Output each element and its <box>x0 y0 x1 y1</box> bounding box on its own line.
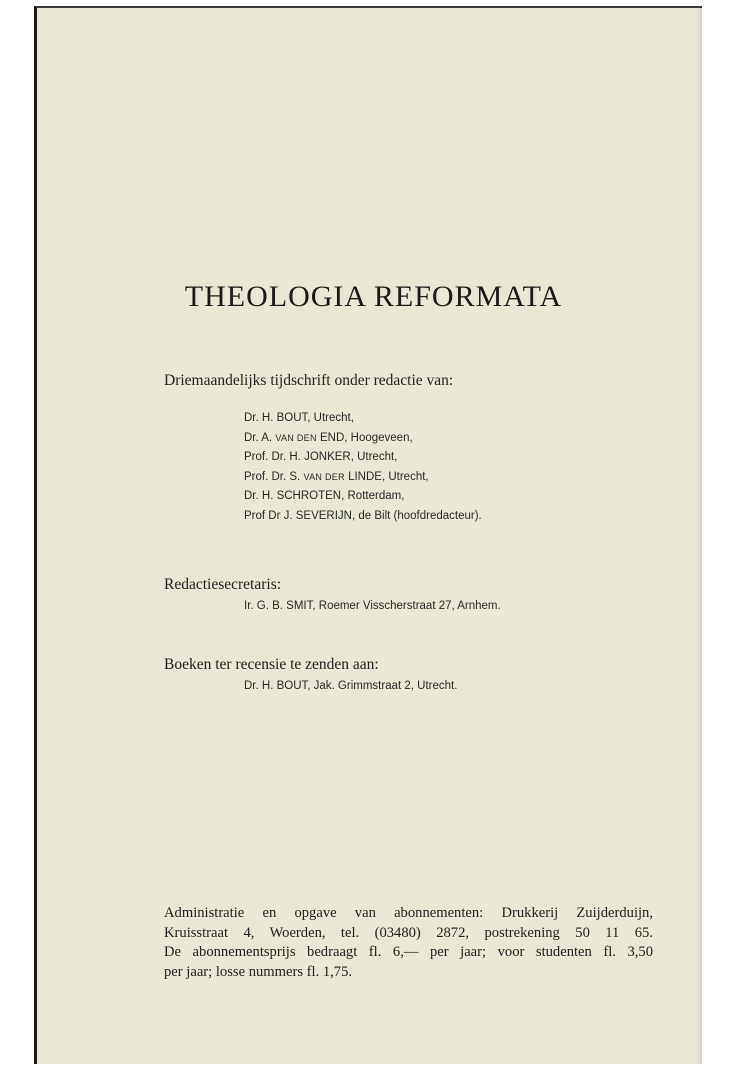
editor-list <box>244 409 482 527</box>
secretary-address: Ir. G. B. SMIT, Roemer Visscherstraat 27, Arnhem. <box>244 600 501 612</box>
subscription-line: per jaar; losse nummers fl. 1,75. <box>164 963 353 980</box>
editor-item: Prof Dr J. SEVERIJN, de Bilt (hoofdredacteur). <box>244 509 482 522</box>
subscription-line: De abonnementsprijs bedraagt fl. 6,— per jaar; voor studenten fl. 3,50 <box>164 944 653 961</box>
secretary-heading: Redactiesecretaris: <box>164 576 282 593</box>
subscription-line: Kruisstraat 4, Woerden, tel. (03480) 2872, postrekening 50 11 65. <box>164 924 653 941</box>
editor-item: Dr. H. BOUT, Utrecht, <box>244 412 354 424</box>
editor-item: Dr. A. VAN DEN END, Hoogeveen, <box>244 431 413 444</box>
editor-item: Dr. H. SCHROTEN, Rotterdam, <box>244 490 405 503</box>
subscription-line: Administratie en opgave van abonnementen: Drukkerij Zuijderduijn, <box>164 905 653 921</box>
editor-item: Prof. Dr. H. JONKER, Utrecht, <box>244 451 398 464</box>
editorial-heading: Driemaandelijks tijdschrift onder redactie van: <box>164 372 454 389</box>
journal-title: THEOLOGIA REFORMATA <box>184 280 563 313</box>
editor-item: Prof. Dr. S. VAN DER LINDE, Utrecht, <box>244 470 429 483</box>
document-page <box>34 6 702 1064</box>
subscription-info <box>164 904 653 982</box>
reviews-heading: Boeken ter recensie te zenden aan: <box>164 656 379 673</box>
reviews-address: Dr. H. BOUT, Jak. Grimmstraat 2, Utrecht. <box>244 680 458 692</box>
